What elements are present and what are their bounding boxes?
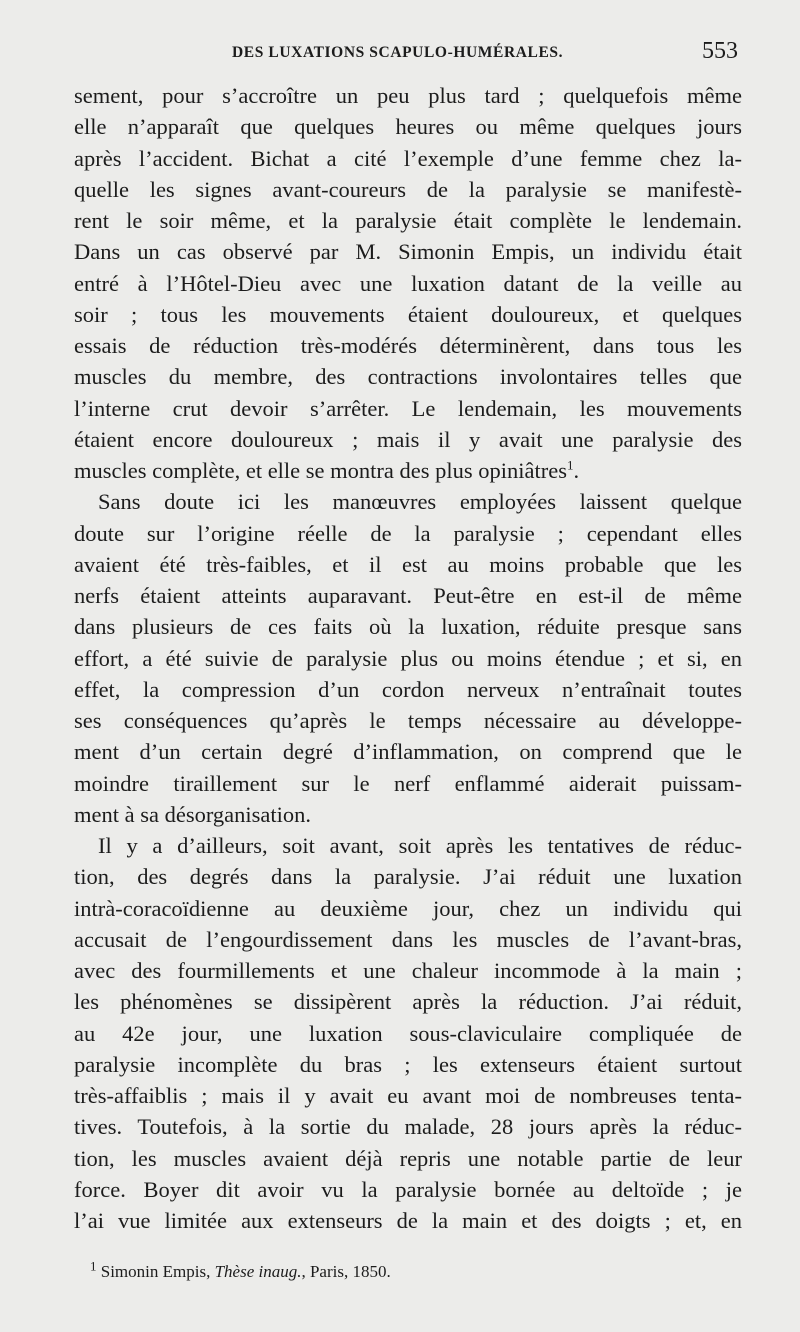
text-line-content: force. Boyer dit avoir vu la paralysie bornée au deltoïde ; je bbox=[74, 1176, 742, 1202]
text-line-content: étaient encore douloureux ; mais il y avait une paralysie des bbox=[74, 426, 742, 452]
text-line-content: avaient été très-faibles, et il est au moins probable que les bbox=[74, 551, 742, 577]
text-line bbox=[74, 1111, 742, 1142]
text-line bbox=[74, 611, 742, 642]
text-line bbox=[74, 299, 742, 330]
text-line-content: doute sur l’origine réelle de la paralysie ; cependant elles bbox=[74, 520, 742, 546]
running-head bbox=[0, 36, 800, 66]
text-line bbox=[74, 705, 742, 736]
text-line bbox=[74, 986, 742, 1017]
footnote-reference: 1 bbox=[567, 457, 574, 473]
text-line-content: effet, la compression d’un cordon nerveux n’entraînait toutes bbox=[74, 676, 742, 702]
text-line bbox=[74, 924, 742, 955]
text-line bbox=[74, 955, 742, 986]
text-line bbox=[74, 893, 742, 924]
text-line-content: avec des fourmillements et une chaleur incommode à la main ; bbox=[74, 958, 742, 983]
footnote-marker: 1 bbox=[90, 1258, 97, 1274]
text-line bbox=[74, 80, 742, 111]
text-line bbox=[74, 455, 742, 486]
text-line-content: essais de réduction très-modérés déterminèrent, dans tous les bbox=[74, 333, 742, 358]
text-line bbox=[74, 143, 742, 174]
text-line-content: entré à l’Hôtel-Dieu avec une luxation datant de la veille au bbox=[74, 270, 742, 296]
text-line bbox=[74, 205, 742, 236]
text-line-content: muscles complète, et elle se montra des plus opiniâtres bbox=[74, 458, 567, 483]
text-line-content: effort, a été suivie de paralysie plus ou moins étendue ; et si, en bbox=[74, 645, 742, 671]
text-line-content: dans plusieurs de ces faits où la luxation, réduite presque sans bbox=[74, 614, 742, 640]
text-line bbox=[74, 861, 742, 892]
text-line-content: rent le soir même, et la paralysie était complète le lendemain. bbox=[74, 208, 742, 233]
text-line-content: Dans un cas observé par M. Simonin Empis, un individu était bbox=[74, 239, 742, 265]
text-line bbox=[74, 268, 742, 299]
text-line bbox=[74, 674, 742, 705]
text-line bbox=[74, 486, 742, 517]
footnote bbox=[90, 1258, 391, 1282]
text-line-suffix: . bbox=[573, 458, 580, 483]
text-line-content: tives. Toutefois, à la sortie du malade, 28 jours après la réduc- bbox=[74, 1114, 742, 1140]
text-line-content: l’ai vue limitée aux extenseurs de la main et des doigts ; et, en bbox=[74, 1208, 742, 1233]
running-title: DES LUXATIONS SCAPULO-HUMÉRALES. bbox=[232, 44, 564, 61]
text-line-content: les phénomènes se dissipèrent après la réduction. J’ai réduit, bbox=[74, 989, 742, 1015]
text-line bbox=[74, 236, 742, 267]
text-line-content: après l’accident. Bichat a cité l’exemple d’une femme chez la- bbox=[74, 145, 742, 171]
text-line bbox=[74, 1080, 742, 1111]
text-line bbox=[74, 549, 742, 580]
text-line-content: sement, pour s’accroître un peu plus tard ; quelquefois même bbox=[74, 83, 742, 108]
text-line-content: elle n’apparaît que quelques heures ou même quelques jours bbox=[74, 114, 742, 140]
text-line bbox=[74, 736, 742, 767]
text-line-content: l’interne crut devoir s’arrêter. Le lendemain, les mouvements bbox=[74, 395, 742, 421]
text-line-content: tion, les muscles avaient déjà repris une notable partie de leur bbox=[74, 1145, 742, 1171]
text-line-content: paralysie incomplète du bras ; les extenseurs étaient surtout bbox=[74, 1051, 742, 1077]
text-line-content: accusait de l’engourdissement dans les muscles de l’avant-bras, bbox=[74, 926, 742, 952]
text-line bbox=[74, 518, 742, 549]
text-line bbox=[74, 768, 742, 799]
text-line-content: soir ; tous les mouvements étaient douloureux, et quelques bbox=[74, 301, 742, 327]
text-line bbox=[74, 111, 742, 142]
text-line-content: quelle les signes avant-coureurs de la paralysie se manifestè- bbox=[74, 176, 742, 202]
text-line bbox=[74, 424, 742, 455]
text-line bbox=[74, 393, 742, 424]
text-line-content: très-affaiblis ; mais il y avait eu avant moi de nombreuses tenta- bbox=[74, 1083, 742, 1108]
text-line bbox=[74, 1174, 742, 1205]
text-line bbox=[74, 361, 742, 392]
text-line bbox=[74, 1018, 742, 1049]
body-text bbox=[74, 80, 742, 1236]
text-line-content: ment à sa désorganisation. bbox=[74, 801, 312, 827]
text-line bbox=[74, 799, 742, 830]
text-line bbox=[74, 643, 742, 674]
text-line-content: tion, des degrés dans la paralysie. J’ai réduit une luxation bbox=[74, 864, 742, 890]
footnote-rest: , Paris, 1850. bbox=[301, 1262, 391, 1281]
text-line bbox=[74, 330, 742, 361]
text-line bbox=[74, 1143, 742, 1174]
text-line bbox=[74, 1049, 742, 1080]
text-line-content: ment d’un certain degré d’inflammation, on comprend que le bbox=[74, 739, 742, 765]
footnote-title: Thèse inaug. bbox=[214, 1262, 302, 1281]
text-line-content: Sans doute ici les manœuvres employées laissent quelque bbox=[98, 489, 742, 515]
text-line-content: nerfs étaient atteints auparavant. Peut-être en est-il de même bbox=[74, 583, 742, 608]
text-line bbox=[74, 830, 742, 861]
text-line bbox=[74, 580, 742, 611]
text-line-content: au 42e jour, une luxation sous-claviculaire compliquée de bbox=[74, 1020, 742, 1046]
text-line bbox=[74, 1205, 742, 1236]
text-line-content: Il y a d’ailleurs, soit avant, soit après les tentatives de réduc- bbox=[98, 833, 742, 858]
text-line bbox=[74, 174, 742, 205]
text-line-content: intrà-coracoïdienne au deuxième jour, chez un individu qui bbox=[74, 895, 742, 921]
page-number: 553 bbox=[702, 38, 738, 64]
text-line-content: moindre tiraillement sur le nerf enflammé aiderait puissam- bbox=[74, 770, 742, 796]
text-line-content: muscles du membre, des contractions involontaires telles que bbox=[74, 364, 742, 390]
footnote-author: Simonin Empis, bbox=[100, 1262, 211, 1281]
text-line-content: ses conséquences qu’après le temps nécessaire au développe- bbox=[74, 708, 742, 733]
